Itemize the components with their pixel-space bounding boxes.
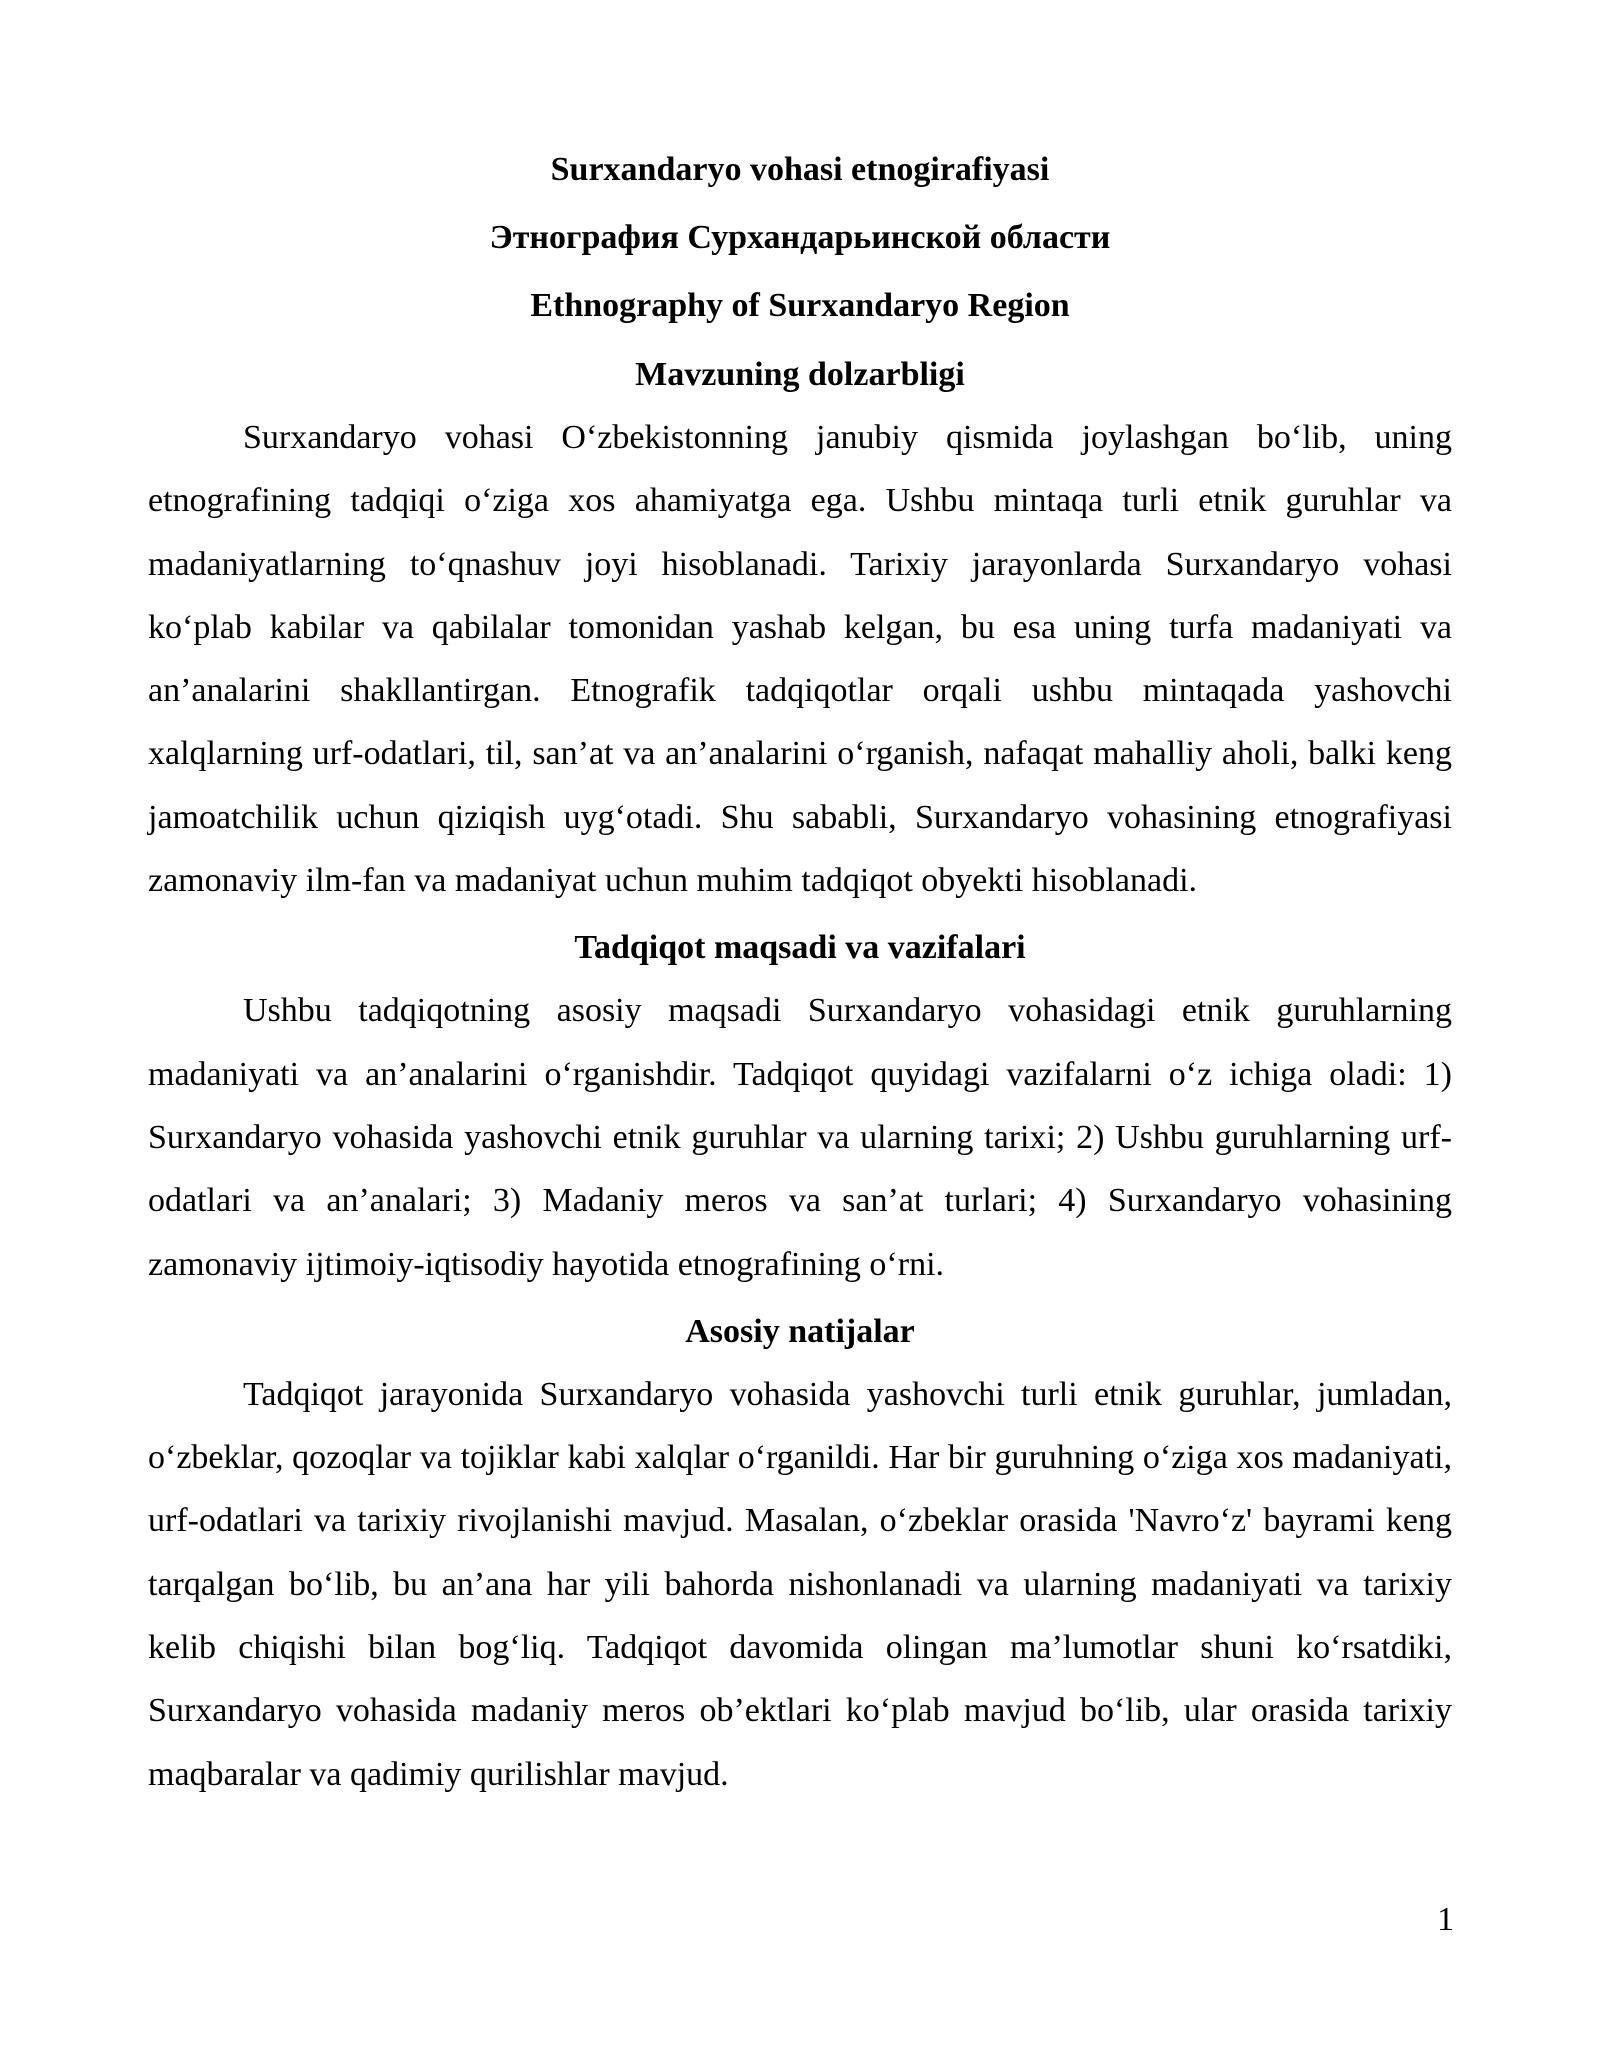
title-russian: Этнография Сурхандарьинской области bbox=[489, 219, 1111, 256]
document-body bbox=[148, 136, 1452, 1806]
section-goals bbox=[148, 923, 1452, 1295]
page-number: 1 bbox=[1437, 1901, 1454, 1938]
section-paragraph: Tadqiqot jarayonida Surxandaryo vohasida yashovchi turli etnik guruhlar, jumladan, o‘zbeklar, qozoqlar va tojiklar kabi xalqlar o‘rganildi. Har bir guruhning o‘ziga xos madaniyati, urf-odatlari va tarixiy rivojlanishi mavjud. Masalan, o‘zbeklar orasida 'Navro‘z' bayrami keng tarqalgan bo‘lib, bu an’ana har yili bahorda nishonlanadi va ularning madaniyati va tarixiy kelib chiqishi bilan bog‘liq. Tadqiqot davomida olingan ma’lumotlar shuni ko‘rsatdiki, Surxandaryo vohasida madaniy meros ob’ektlari ko‘plab mavjud bo‘lib, ular orasida tarixiy maqbaralar va qadimiy qurilishlar mavjud. bbox=[148, 1375, 1452, 1793]
title-block bbox=[148, 136, 1452, 340]
section-relevance bbox=[148, 350, 1452, 912]
title-english: Ethnography of Surxandaryo Region bbox=[530, 287, 1070, 324]
section-heading: Tadqiqot maqsadi va vazifalari bbox=[574, 929, 1026, 967]
title-uzbek: Surxandaryo vohasi etnogirafiyasi bbox=[550, 151, 1050, 188]
section-heading: Mavzuning dolzarbligi bbox=[635, 356, 965, 393]
section-paragraph: Surxandaryo vohasi O‘zbekistonning janubiy qismida joylashgan bo‘lib, uning etnografining tadqiqi o‘ziga xos ahamiyatga ega. Ushbu mintaqa turli etnik guruhlar va madaniyatlarning to‘qnashuv joyi hisoblanadi. Tarixiy jarayonlarda Surxandaryo vohasi ko‘plab kabilar va qabilalar tomonidan yashab kelgan, bu esa uning turfa madaniyati va an’analarini shakllantirgan. Etnografik tadqiqotlar orqali ushbu mintaqada yashovchi xalqlarning urf-odatlari, til, san’at va an’analarini o‘rganish, nafaqat mahalliy aholi, balki keng jamoatchilik uchun qiziqish uyg‘otadi. Shu sababli, Surxandaryo vohasining etnografiyasi zamonaviy ilm-fan va madaniyat uchun muhim tadqiqot obyekti hisoblanadi. bbox=[148, 419, 1452, 900]
section-results bbox=[148, 1307, 1452, 1806]
section-paragraph: Ushbu tadqiqotning asosiy maqsadi Surxandaryo vohasidagi etnik guruhlarning madaniyati va an’analarini o‘rganishdir. Tadqiqot quyidagi vazifalarni o‘z ichiga oladi: 1) Surxandaryo vohasida yashovchi etnik guruhlar va ularning tarixi; 2) Ushbu guruhlarning urf-odatlari va an’analari; 3) Madaniy meros va san’at turlari; 4) Surxandaryo vohasining zamonaviy ijtimoiy-iqtisodiy hayotida etnografining o‘rni. bbox=[148, 992, 1452, 1283]
section-heading: Asosiy natijalar bbox=[685, 1312, 915, 1350]
